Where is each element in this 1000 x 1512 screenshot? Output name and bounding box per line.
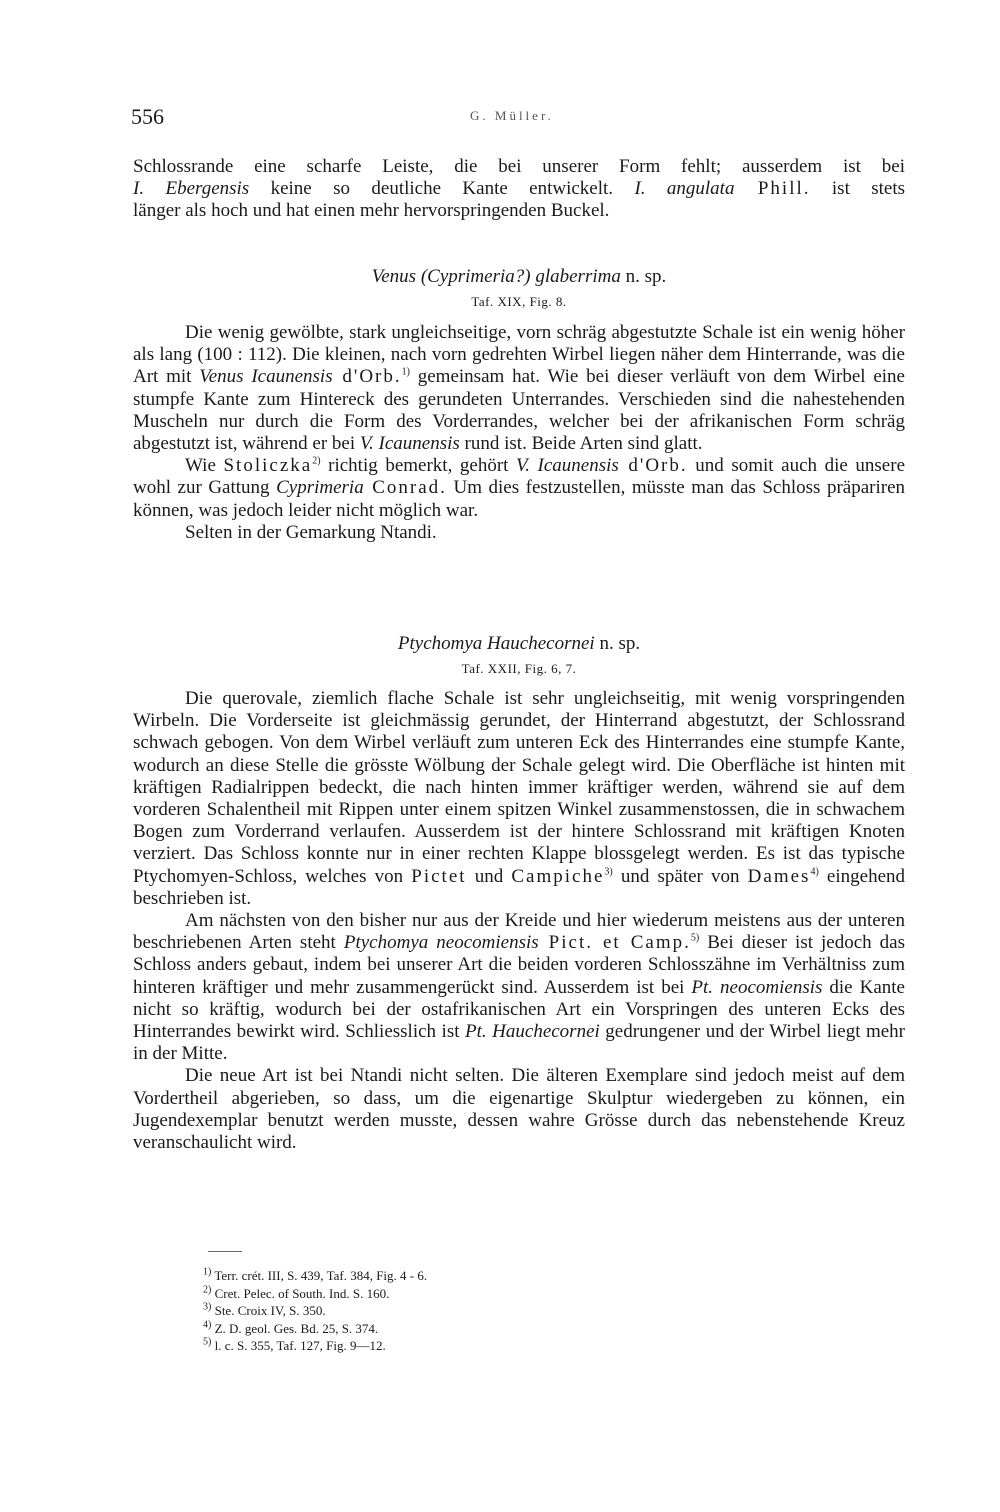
footnote bbox=[203, 1285, 427, 1303]
footnote-text: Cret. Pelec. of South. Ind. S. 160. bbox=[211, 1285, 390, 1301]
species-heading bbox=[133, 633, 905, 655]
paragraph bbox=[133, 910, 905, 1065]
plate-reference: Taf. XIX, Fig. 8. bbox=[471, 294, 567, 309]
text-run: ist stets bbox=[810, 178, 906, 200]
text-line bbox=[133, 178, 905, 200]
footnote-mark: 5) bbox=[203, 1336, 212, 1348]
paragraph bbox=[133, 688, 905, 910]
footnote-mark: 1) bbox=[203, 1266, 212, 1278]
footnote bbox=[203, 1337, 427, 1355]
footnote-mark: 3) bbox=[203, 1301, 212, 1313]
footnote bbox=[203, 1267, 427, 1285]
text-run: Am nächsten von den bisher nur aus der Kreide und hier wiederum meistens aus der unteren beschriebenen Arten steht bbox=[133, 910, 905, 954]
text-run: gedrungener und der Wirbel liegt mehr in der Mitte. bbox=[133, 1021, 906, 1065]
author-name: Stoliczka bbox=[223, 455, 313, 477]
species-name: Ptychomya neocomiensis bbox=[343, 932, 539, 954]
paragraph bbox=[133, 322, 905, 455]
footnote-mark: 2) bbox=[203, 1284, 212, 1296]
page-number: 556 bbox=[131, 104, 164, 129]
footnote-mark: 4) bbox=[203, 1319, 212, 1331]
species-status: n. sp. bbox=[620, 266, 667, 287]
text-run: die Kante nicht so kräftig, wodurch bei der ostafrikanischen Art ein Vorspringen des unteren Ecks des Hinterrandes bewirkt wird. Schliesslich ist bbox=[133, 976, 905, 1043]
author-name: Dames bbox=[747, 865, 811, 887]
text-run: rund ist. Beide Arten sind glatt. bbox=[459, 433, 703, 455]
author-name: Pictet bbox=[411, 865, 467, 887]
paragraph: Selten in der Gemarkung Ntandi. bbox=[185, 521, 437, 543]
text-run: Um dies festzustellen, müsste man das Schloss präpariren können, was jedoch leider nicht möglich war. bbox=[133, 477, 906, 521]
author-name: d'Orb. bbox=[618, 455, 688, 477]
footnote-ref: 5) bbox=[690, 932, 700, 944]
paragraph bbox=[133, 455, 905, 522]
text-run: Wie bbox=[185, 455, 224, 477]
species-name: I. angulata bbox=[634, 178, 735, 200]
species-heading bbox=[133, 266, 905, 288]
footnotes bbox=[203, 1267, 427, 1355]
footnote-text: Z. D. geol. Ges. Bd. 25, S. 374. bbox=[211, 1320, 379, 1336]
species-name: V. Icaunensis bbox=[359, 433, 460, 455]
species-name: Pt. Hauchecornei bbox=[465, 1021, 600, 1043]
author-name: d'Orb. bbox=[332, 366, 402, 388]
plate-reference: Taf. XXII, Fig. 6, 7. bbox=[461, 661, 577, 676]
text-run: Die querovale, ziemlich flache Schale ist sehr ungleichseitig, mit wenig vorspringenden Wirbeln. Die Vorderseite ist gleichmässig gerundet, der Hinterrand abgestutzt, der Schlossrand schwach gebogen. Von dem Wirbel verläuft zum unteren Eck des Hinterrandes eine stumpfe Kante, wodurch an diese Stelle die grösste Wölbung der Schale gelegt wird. Die Oberfläche ist hinten mit kräftigen Radialrippen bedeckt, die nach hinten immer kräftiger werden, während sie auf dem vorderen Schalentheil mit Rippen unter einem spitzen Winkel zusammenstossen, die in schwachem Bogen zum Vorderrand verlaufen. Ausserdem ist der hintere Schlossrand mit kräftigen Knoten verziert. Das Schloss konnte nur in einer rechten Klappe blossgelegt werden. Es ist das typische Ptychomyen-Schloss, welches von bbox=[133, 688, 905, 887]
text-run: und somit auch die unsere wohl zur Gattung bbox=[133, 455, 905, 499]
author-name: Campiche bbox=[511, 865, 605, 887]
text-run: gemeinsam hat. Wie bei dieser verläuft von dem Wirbel eine stumpfe Kante zum Hintereck des gerundeten Unterrandes. Verschieden sind die nahestehenden Muscheln nur durch die Form des Vorderrandes, welcher bei der afrikanischen Form schräg abgestutzt ist, während er bei bbox=[133, 366, 905, 455]
text-run: und später von bbox=[612, 865, 748, 887]
continuation-paragraph bbox=[133, 156, 905, 223]
species-name: I. Ebergensis bbox=[133, 178, 250, 200]
text-run: keine so deutliche Kante entwickelt. bbox=[249, 178, 635, 200]
text-run: richtig bemerkt, gehört bbox=[320, 455, 517, 477]
text-run: eingehend beschrieben ist. bbox=[133, 865, 906, 909]
species-name: Pt. neocomiensis bbox=[691, 976, 823, 998]
species-title: Ptychomya Hauchecornei bbox=[397, 633, 595, 654]
footnote-rule bbox=[208, 1251, 242, 1252]
text-line: länger als hoch und hat einen mehr hervorspringenden Buckel. bbox=[133, 200, 610, 222]
author-name: Conrad. bbox=[363, 477, 447, 499]
text-line: Schlossrande eine scharfe Leiste, die bei unserer Form fehlt; ausserdem ist bei bbox=[133, 156, 905, 177]
footnote-ref: 4) bbox=[810, 866, 819, 878]
footnote-text: Terr. crét. III, S. 439, Taf. 384, Fig. 4 - 6. bbox=[211, 1268, 428, 1283]
footnote-text: l. c. S. 355, Taf. 127, Fig. 9—12. bbox=[211, 1338, 386, 1353]
species-name: V. Icaunensis bbox=[516, 455, 619, 477]
species-title: Venus (Cyprimeria?) glaberrima bbox=[371, 266, 621, 287]
species-description bbox=[133, 688, 905, 1154]
species-name: Venus Icaunensis bbox=[199, 366, 333, 388]
footnote-ref: 3) bbox=[604, 866, 613, 878]
footnote-ref: 1) bbox=[401, 367, 410, 379]
species-status: n. sp. bbox=[594, 633, 641, 654]
text-run: Bei dieser ist jedoch das Schloss anders gebaut, indem bei unserer Art die beiden vorderen Schlosszähne im Verhältniss zum hinteren kräftiger und mehr zusammengerückt sind. Ausserdem ist bei bbox=[133, 932, 906, 998]
species-description bbox=[133, 322, 905, 544]
footnote-ref: 2) bbox=[312, 455, 321, 467]
footnote bbox=[203, 1320, 427, 1338]
running-head: G. Müller. bbox=[470, 108, 554, 123]
genus-name: Cyprimeria bbox=[276, 477, 364, 499]
footnote-text: Ste. Croix IV, S. 350. bbox=[211, 1303, 326, 1318]
author-name: Pict. et Camp. bbox=[538, 932, 691, 954]
author-name: Phill. bbox=[734, 178, 811, 200]
footnote bbox=[203, 1302, 427, 1320]
text-run: und bbox=[466, 865, 512, 887]
paragraph: Die neue Art ist bei Ntandi nicht selten. Die älteren Exemplare sind jedoch meist auf dem Vordertheil abgerieben, so dass, um die eigenartige Skulptur wiedergeben zu können, ein Jugendexemplar benutzt werden musste, dessen wahre Grösse durch das nebenstehende Kreuz veranschaulicht wird. bbox=[133, 1065, 905, 1154]
text-run: Die wenig gewölbte, stark ungleichseitige, vorn schräg abgestutzte Schale ist ein wenig höher als lang (100 : 112). Die kleinen, nach vorn gedrehten Wirbel liegen näher dem Hinterrande, was die Art mit bbox=[133, 322, 905, 388]
